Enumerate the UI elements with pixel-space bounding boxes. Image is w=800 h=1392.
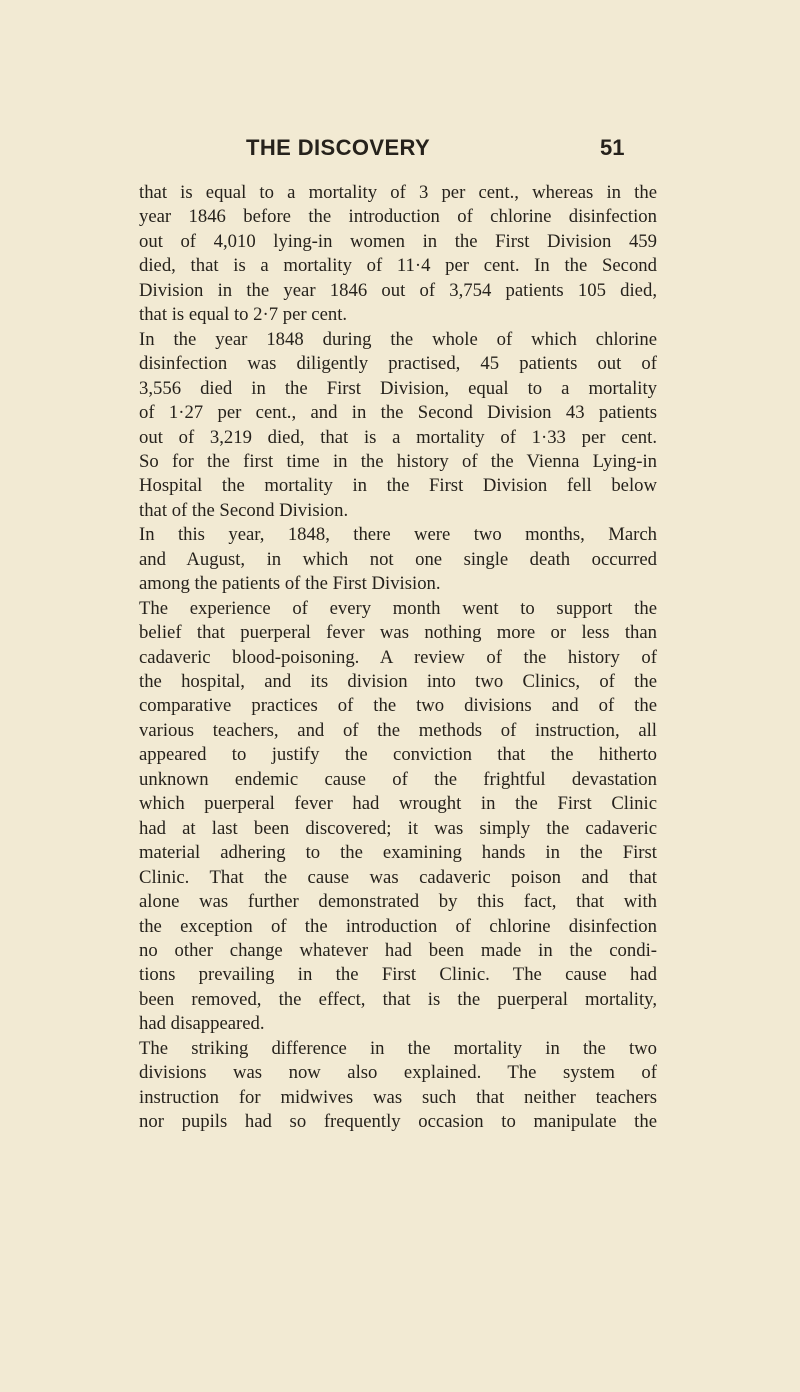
- text-line: The striking difference in the mortality in the two: [139, 1037, 657, 1059]
- text-line: alone was further demonstrated by this fact, that with: [139, 891, 657, 913]
- text-line: the hospital, and its division into two Clinics, of the: [139, 671, 657, 692]
- text-line: cadaveric blood-poisoning. A review of the history of: [139, 646, 657, 668]
- text-line: appeared to justify the conviction that the hitherto: [139, 744, 657, 766]
- text-line: Hospital the mortality in the First Division fell below: [139, 475, 657, 497]
- text-line: that is equal to a mortality of 3 per cent., whereas in the: [139, 182, 657, 203]
- text-line: no other change whatever had been made in the condi-: [139, 939, 657, 961]
- text-line: material adhering to the examining hands in the First: [139, 842, 657, 864]
- text-line: divisions was now also explained. The system of: [139, 1062, 657, 1084]
- text-line: which puerperal fever had wrought in the First Clinic: [139, 793, 657, 815]
- text-line: various teachers, and of the methods of instruction, all: [139, 719, 657, 741]
- text-line: out of 3,219 died, that is a mortality of 1·33 per cent.: [139, 426, 657, 448]
- text-line: The experience of every month went to support the: [139, 597, 657, 619]
- text-line: instruction for midwives was such that neither teachers: [139, 1086, 657, 1108]
- text-line: and August, in which not one single death occurred: [139, 548, 657, 570]
- text-line: had at last been discovered; it was simply the cadaveric: [139, 817, 657, 839]
- text-line: unknown endemic cause of the frightful devastation: [139, 768, 657, 790]
- text-line: the exception of the introduction of chlorine disinfection: [139, 915, 657, 937]
- page-number: 51: [600, 135, 625, 160]
- text-line: comparative practices of the two divisions and of the: [139, 695, 657, 717]
- running-head: THE DISCOVERY: [246, 135, 431, 160]
- text-line: In this year, 1848, there were two months, March: [139, 524, 657, 546]
- text-line: had disappeared.: [139, 1013, 265, 1035]
- text-line: tions prevailing in the First Clinic. The cause had: [139, 964, 657, 986]
- text-line: In the year 1848 during the whole of which chlorine: [139, 328, 657, 350]
- text-line: year 1846 before the introduction of chlorine disinfection: [139, 206, 657, 228]
- text-line: 3,556 died in the First Division, equal to a mortality: [139, 377, 657, 399]
- text-line: among the patients of the First Division.: [139, 573, 441, 595]
- text-line: nor pupils had so frequently occasion to manipulate the: [139, 1111, 657, 1133]
- text-line: that is equal to 2·7 per cent.: [139, 304, 348, 326]
- text-line: of 1·27 per cent., and in the Second Division 43 patients: [139, 402, 657, 424]
- text-line: Division in the year 1846 out of 3,754 patients 105 died,: [139, 279, 657, 301]
- text-line: disinfection was diligently practised, 45 patients out of: [139, 353, 657, 375]
- page-header: [0, 133, 800, 163]
- text-line: been removed, the effect, that is the puerperal mortality,: [139, 988, 657, 1010]
- text-line: belief that puerperal fever was nothing more or less than: [139, 622, 657, 644]
- text-line: that of the Second Division.: [139, 499, 349, 521]
- text-line: Clinic. That the cause was cadaveric poison and that: [139, 866, 657, 888]
- text-line: out of 4,010 lying-in women in the First Division 459: [139, 230, 657, 252]
- text-line: So for the first time in the history of the Vienna Lying-in: [139, 450, 657, 472]
- text-line: died, that is a mortality of 11·4 per cent. In the Second: [139, 255, 657, 277]
